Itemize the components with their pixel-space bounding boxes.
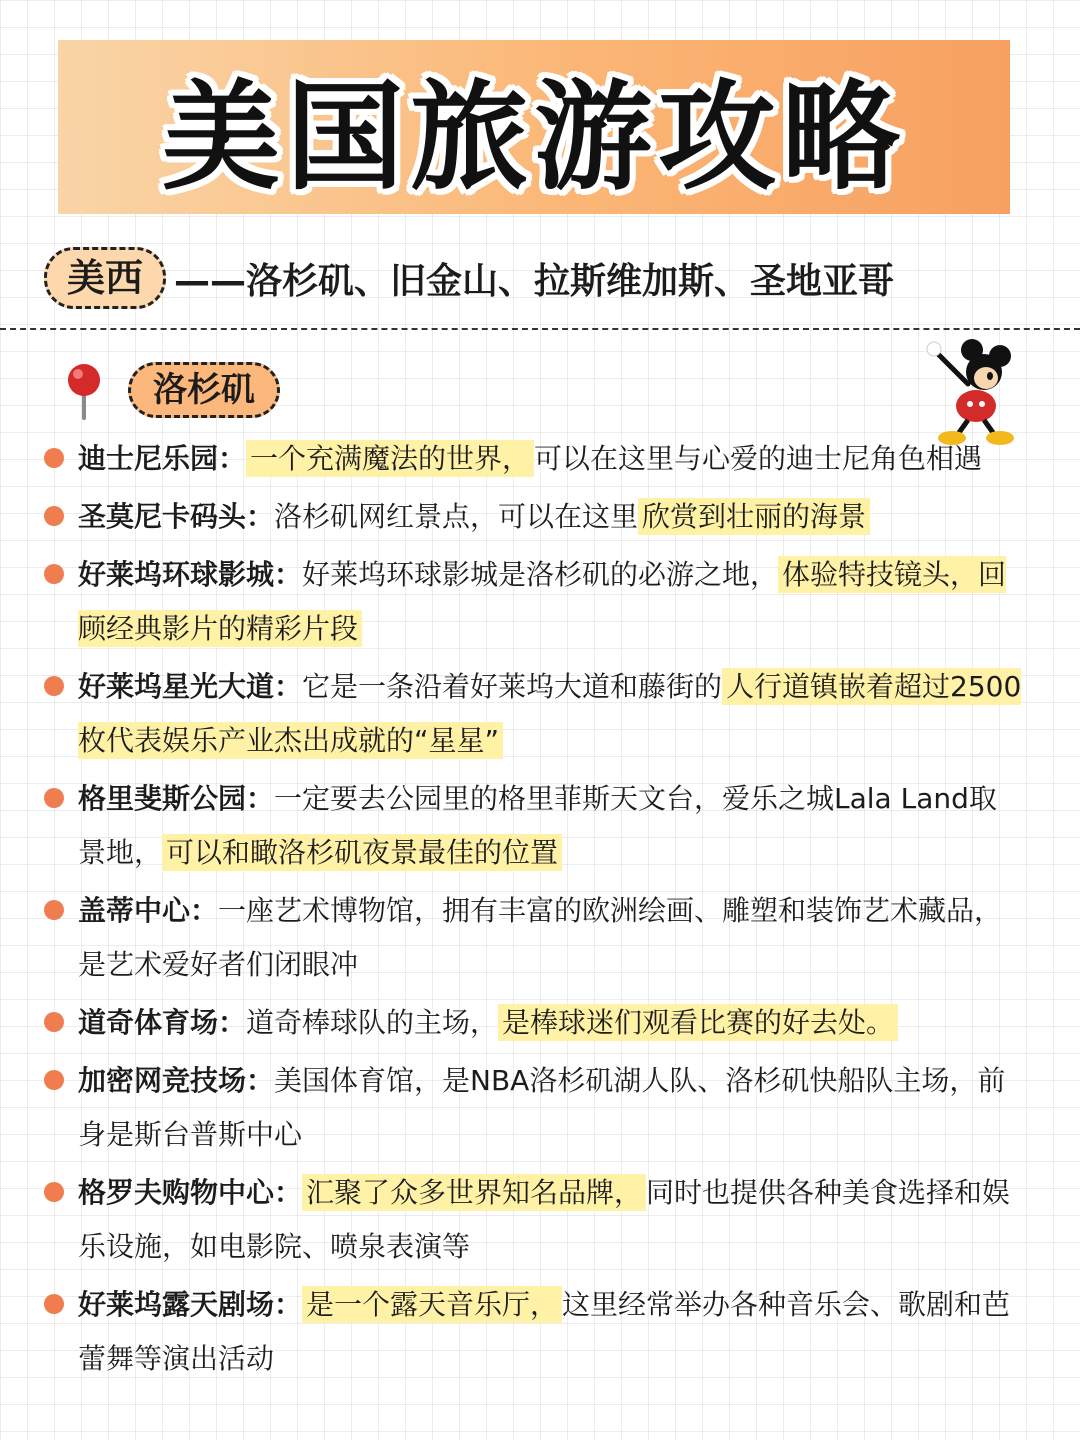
list-item (44, 772, 1024, 880)
description-text: 可以在这里与心爱的迪士尼角色相遇 (534, 442, 983, 475)
bullet-dot-icon (44, 900, 64, 920)
list-item (44, 996, 1024, 1050)
highlighted-text: 欣赏到壮丽的海景 (638, 498, 870, 535)
item-label: 盖蒂中心： (78, 894, 219, 927)
highlighted-text: 体验特技镜头，回顾经典影片的精彩片段 (78, 558, 1007, 645)
item-text (78, 772, 1024, 880)
item-label: 道奇体育场： (78, 1006, 247, 1039)
highlighted-text: 是棒球迷们观看比赛的好去处。 (498, 1004, 898, 1041)
description-text: 它是一条沿着好莱坞大道和藤街的 (302, 670, 723, 703)
item-label: 好莱坞环球影城： (78, 558, 303, 591)
list-item (44, 884, 1024, 992)
description-text: 好莱坞环球影城是洛杉矶的必游之地， (302, 558, 779, 591)
highlighted-text: 汇聚了众多世界知名品牌， (302, 1174, 646, 1211)
description-text: 美国体育馆，是NBA洛杉矶湖人队、洛杉矶快船队主场，前身是斯台普斯中心 (78, 1064, 1006, 1151)
region-label: 美西 (44, 247, 166, 309)
bullet-dot-icon (44, 1182, 64, 1202)
description-text: 这里经常举办各种音乐会、歌剧和芭蕾舞等演出活动 (78, 1288, 1011, 1375)
mickey-mouse-icon (918, 336, 1018, 446)
description-text: 一定要去公园里的格里菲斯天文台，爱乐之城Lala Land取景地， (78, 782, 997, 869)
item-text (78, 1054, 1024, 1162)
item-text (78, 548, 1024, 656)
page-title: 美国旅游攻略 (161, 68, 906, 206)
item-label: 好莱坞星光大道： (78, 670, 303, 703)
bullet-dot-icon (44, 564, 64, 584)
list-item (44, 1166, 1024, 1274)
bullet-dot-icon (44, 1012, 64, 1032)
item-text (78, 660, 1024, 768)
item-text (78, 1278, 1024, 1386)
item-text (78, 1166, 1024, 1274)
list-item (44, 660, 1024, 768)
bullet-dot-icon (44, 448, 64, 468)
bullet-dot-icon (44, 506, 64, 526)
description-text: 同时也提供各种美食选择和娱乐设施，如电影院、喷泉表演等 (78, 1176, 1011, 1263)
list-item (44, 432, 1024, 486)
section-divider (0, 328, 1080, 330)
highlighted-text: 人行道镇嵌着超过2500枚代表娱乐产业杰出成就的“星星” (78, 670, 1022, 757)
bullet-dot-icon (44, 676, 64, 696)
title-banner (58, 40, 1010, 214)
bullet-dot-icon (44, 1070, 64, 1090)
item-label: 格里斐斯公园： (78, 782, 275, 815)
region-cities: ——洛杉矶、旧金山、拉斯维加斯、圣地亚哥 (174, 260, 895, 302)
description-text: 道奇棒球队的主场， (246, 1006, 499, 1039)
item-text (78, 432, 1024, 486)
highlighted-text: 是一个露天音乐厅， (302, 1286, 562, 1323)
item-text (78, 490, 1024, 544)
highlighted-text: 一个充满魔法的世界， (246, 440, 534, 477)
description-text: 一座艺术博物馆，拥有丰富的欧洲绘画、雕塑和装饰艺术藏品，是艺术爱好者们闭眼冲 (78, 894, 1003, 981)
item-text (78, 996, 1024, 1050)
item-label: 圣莫尼卡码头： (78, 500, 275, 533)
list-item (44, 1054, 1024, 1162)
bullet-dot-icon (44, 788, 64, 808)
city-label: 洛杉矶 (128, 362, 280, 418)
highlighted-text: 可以和瞰洛杉矶夜景最佳的位置 (162, 834, 562, 871)
list-item (44, 490, 1024, 544)
list-item (44, 1278, 1024, 1386)
item-label: 好莱坞露天剧场： (78, 1288, 303, 1321)
attraction-list (44, 432, 1024, 1390)
description-text: 洛杉矶网红景点，可以在这里 (274, 500, 639, 533)
map-pin-icon (64, 362, 104, 422)
item-label: 加密网竞技场： (78, 1064, 275, 1097)
item-text (78, 884, 1024, 992)
bullet-dot-icon (44, 1294, 64, 1314)
item-label: 迪士尼乐园： (78, 442, 247, 475)
item-label: 格罗夫购物中心： (78, 1176, 303, 1209)
list-item (44, 548, 1024, 656)
region-header (44, 246, 894, 310)
